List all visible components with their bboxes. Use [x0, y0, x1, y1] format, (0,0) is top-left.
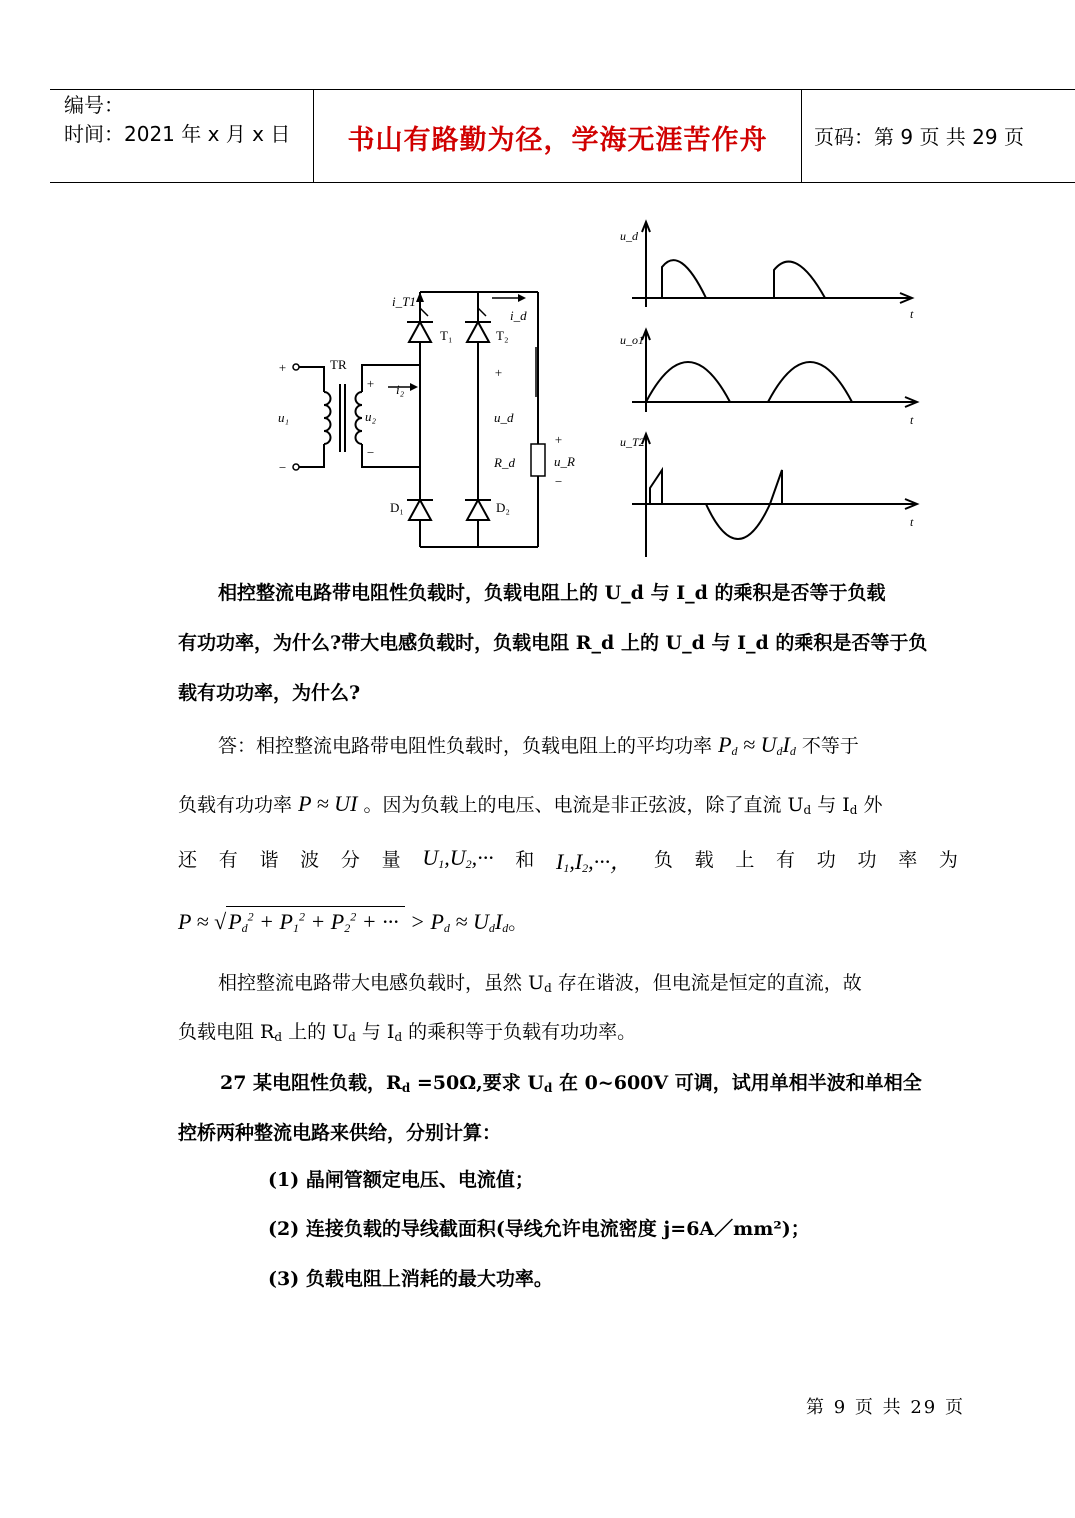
header-top-rule — [50, 89, 1075, 90]
label-minus-in: − — [278, 460, 287, 475]
label-t1: T₁ — [440, 328, 453, 343]
doc-number-label: 编号： — [64, 93, 124, 117]
a26-char: 量 — [381, 849, 401, 871]
header-divider-right — [801, 89, 802, 182]
q27-line1: 27 某电阻性负载，$R_d =50\Omega$,要求 $U_d$ 在 0~600V 可调，试用单相半波和单相全 — [220, 1072, 922, 1095]
label-minus-ur: − — [554, 474, 563, 489]
waveform-ut2 — [632, 434, 917, 557]
wave-label-ud: u_d — [620, 229, 638, 243]
label-id: i_d — [510, 308, 527, 323]
label-t2: T₂ — [496, 328, 509, 343]
a26-line6: 负载电阻 $R_d$ 上的 $U_d$ 与 $I_d$ 的乘积等于负载有功功率。 — [178, 1021, 637, 1044]
wave-label-uo1: u_o1 — [620, 333, 644, 347]
q27-text: =50Ω,要求 U — [416, 1072, 544, 1094]
a26-char: 率 — [898, 849, 918, 871]
label-plus-sec: + — [366, 376, 375, 391]
q27-item-3: (3) 负载电阻上消耗的最大功率。 — [268, 1268, 553, 1290]
a26-char: 为 — [938, 849, 958, 871]
a26-text: 答：相控整流电路带电阻性负载时，负载电阻上的平均功率 — [218, 735, 713, 757]
wave-t-label-2: t — [910, 413, 914, 427]
a26-text: 与 I — [817, 794, 850, 816]
a26-char: 有 — [776, 849, 796, 871]
label-plus-ud: + — [494, 365, 503, 380]
a26-char: 载 — [694, 849, 714, 871]
a26-line5: 相控整流电路带大电感负载时，虽然 $U_d$ 存在谐波，但电流是恒定的直流，故 — [218, 972, 862, 995]
q27-text: 27 某电阻性负载，R — [220, 1072, 402, 1094]
a26-char: 波 — [300, 849, 320, 871]
a26-text: 与 I — [361, 1021, 395, 1043]
a26-text: 负载电阻 R — [178, 1021, 275, 1043]
formula-p-ui: P ≈ UI — [298, 791, 358, 816]
a26-char: 上 — [735, 849, 755, 871]
a26-char: 谐 — [259, 849, 279, 871]
a26-line3 — [178, 845, 958, 876]
rectifier-figure — [270, 212, 950, 562]
label-minus-sec: − — [366, 445, 375, 460]
label-ud: u_d — [494, 410, 514, 425]
a26-line2: 负载有功功率 P ≈ UI 。因为负载上的电压、电流是非正弦波，除了直流 $U_d$ 与 $I_d$ 外 — [178, 791, 883, 817]
a26-char: 和 — [515, 849, 535, 871]
waveform-uo1 — [632, 330, 917, 412]
q26-line3: 载有功功率，为什么? — [178, 682, 361, 704]
label-i2: i₂ — [396, 382, 405, 397]
a26-text: 。因为负载上的电压、电流是非正弦波，除了直流 U — [363, 794, 804, 816]
formula-power-sum: $P \approx √P_d^2 + P_1^2 + P_2^2$ + ··· > $P_d \approx U_dI_d$ — [178, 909, 508, 934]
header-bottom-rule — [50, 182, 1075, 183]
label-plus-in: + — [278, 360, 287, 375]
a26-text: 不等于 — [801, 735, 859, 757]
label-ur: u_R — [554, 454, 575, 469]
formula-pd: $P_d \approx U_dI_d$ — [718, 732, 796, 758]
q27-text: 在 0~600V 可调，试用单相半波和单相全 — [558, 1072, 922, 1094]
a26-text: 存在谐波，但电流是恒定的直流，故 — [557, 972, 862, 994]
a26-line1 — [218, 731, 998, 758]
a26-text: 上的 U — [288, 1021, 349, 1043]
wave-t-label-1: t — [910, 307, 914, 321]
waveform-ud — [632, 222, 912, 307]
a26-char: 有 — [218, 849, 238, 871]
a26-char: 负 — [653, 849, 673, 871]
page-footer: 第 9 页 共 29 页 — [806, 1397, 965, 1418]
a26-char: 功 — [816, 849, 836, 871]
a26-text: 相控整流电路带大电感负载时，虽然 U — [218, 972, 545, 994]
label-rd: R_d — [494, 455, 515, 470]
q27-item-2: (2) 连接负载的导线截面积(导线允许电流密度 j=6A／mm²)； — [268, 1218, 810, 1240]
a26-char: 分 — [340, 849, 360, 871]
formula-harmonic-u: $U_1,U_2,\cdot\cdot\cdot$ — [422, 845, 494, 871]
label-tr: TR — [330, 357, 347, 372]
a26-text: 负载有功功率 — [178, 794, 293, 816]
a26-char: 功 — [857, 849, 877, 871]
formula-harmonic-i: $I_1,I_2,\cdot\cdot\cdot$， — [556, 849, 633, 875]
a26-text: 的乘积等于负载有功功率。 — [408, 1021, 637, 1043]
label-d1: D₁ — [390, 500, 404, 515]
label-u2: u₂ — [365, 409, 377, 424]
doc-time-label: 时间：2021 年 x 月 x 日 — [64, 122, 291, 146]
wave-label-ut2: u_T2 — [620, 435, 645, 449]
label-u1: u₁ — [278, 410, 290, 425]
q27-item-1: (1) 晶闸管额定电压、电流值； — [268, 1169, 534, 1191]
q27-line2: 控桥两种整流电路来供给，分别计算： — [178, 1122, 502, 1144]
label-it1: i_T1 — [392, 294, 416, 309]
q26-line2: 有功功率，为什么?带大电感负载时，负载电阻 R_d 上的 U_d 与 I_d 的乘积是否等于负 — [178, 632, 928, 654]
a26-char: 还 — [178, 849, 198, 871]
label-plus-ur: + — [554, 432, 563, 447]
label-d2: D₂ — [496, 500, 510, 515]
a26-text: 外 — [863, 794, 883, 816]
header-motto: 书山有路勤为径，学海无涯苦作舟 — [347, 125, 768, 156]
a26-line4: $P \approx √P_d^2 + P_1^2 + P_2^2$ + ··· > $P_d \approx U_dI_d$。 — [178, 908, 958, 935]
wave-t-label-3: t — [910, 515, 914, 529]
q26-line1: 相控整流电路带电阻性负载时，负载电阻上的 U_d 与 I_d 的乘积是否等于负载 — [218, 582, 886, 604]
header-page-label: 页码：第 9 页 共 29 页 — [814, 125, 1024, 149]
